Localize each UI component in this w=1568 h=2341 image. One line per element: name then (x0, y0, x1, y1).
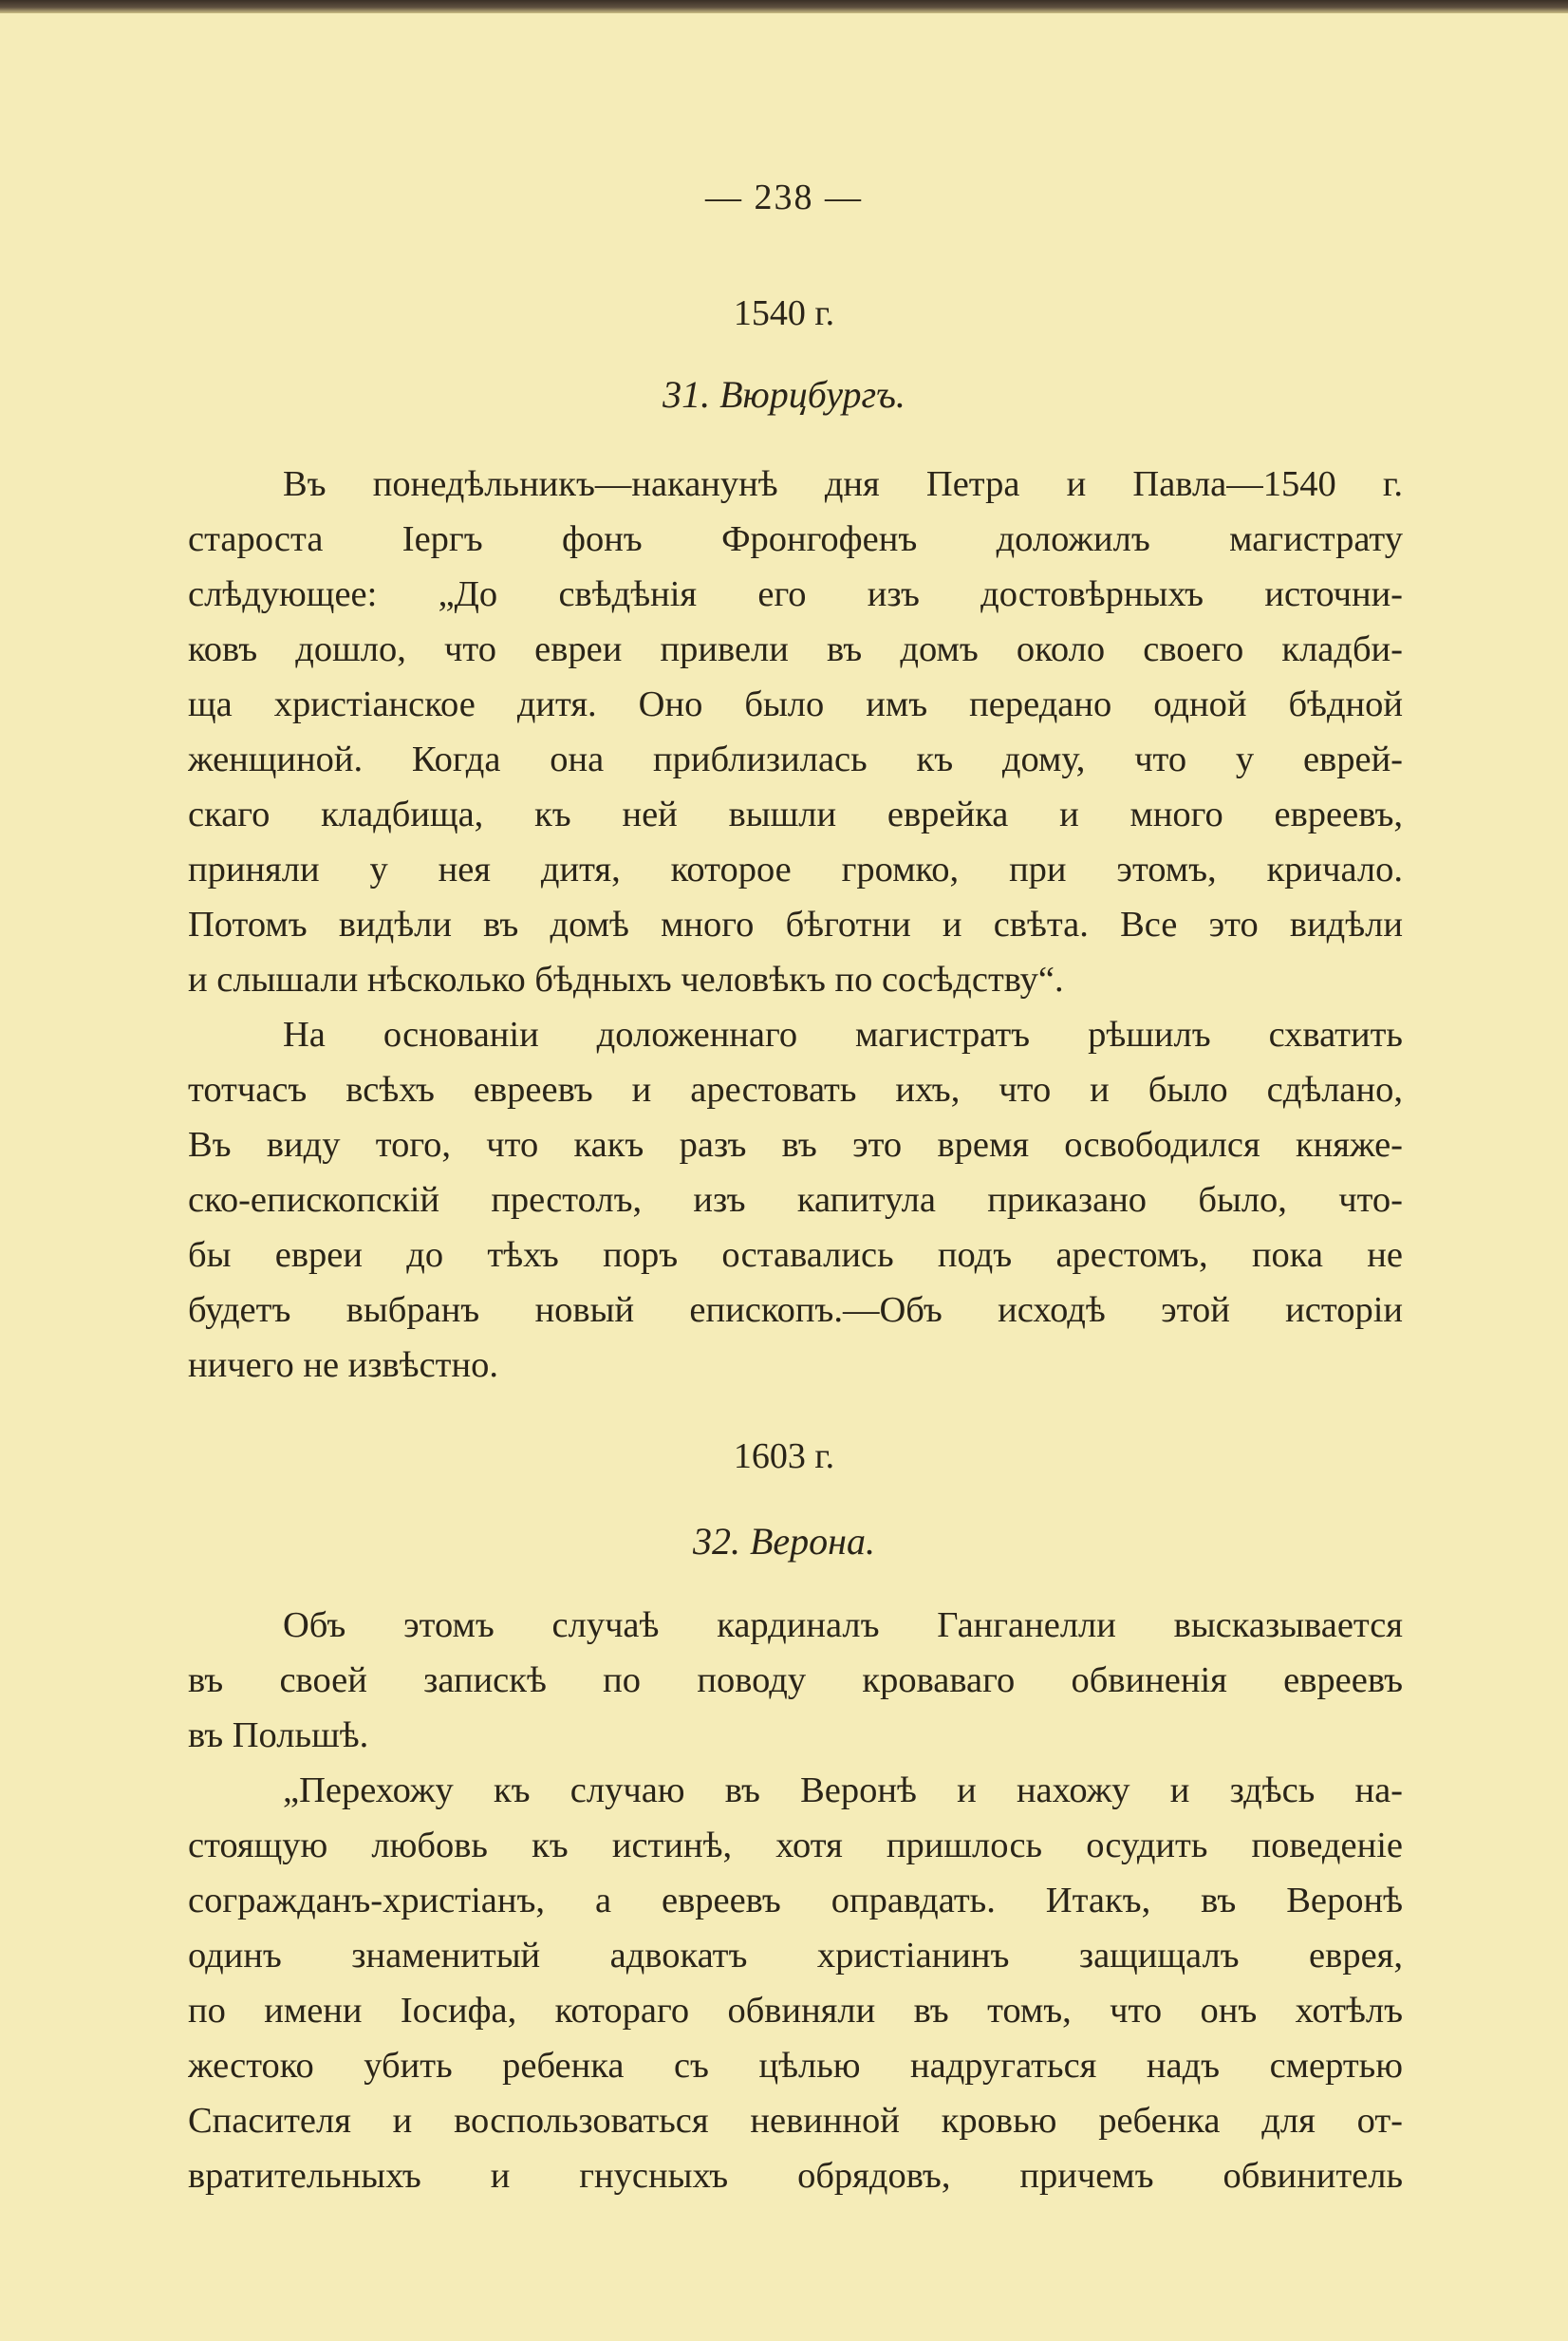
text-line: Спасителя и воспользоваться невинной кровью ребенка для от- (188, 2101, 1403, 2141)
text-line: Въ понедѣльникъ—наканунѣ дня Петра и Павла—1540 г. (283, 464, 1403, 504)
text-line: бы евреи до тѣхъ поръ оставались подъ арестомъ, пока не (188, 1235, 1403, 1275)
text-line: слѣдующее: „До свѣдѣнія его изъ достовѣрныхъ источни- (188, 574, 1403, 614)
text-line: Потомъ видѣли въ домѣ много бѣготни и свѣта. Все это видѣли (188, 905, 1403, 945)
text-line: въ своей запискѣ по поводу кроваваго обвиненія евреевъ (188, 1660, 1403, 1700)
section-year: 1540 г. (733, 293, 835, 333)
text-line: Объ этомъ случаѣ кардиналъ Ганганелли высказывается (283, 1605, 1403, 1645)
text-line: жестоко убить ребенка съ цѣлью надругаться надъ смертью (188, 2046, 1403, 2086)
text-line: ничего не извѣстно. (188, 1345, 498, 1385)
text-line: въ Польшѣ. (188, 1715, 369, 1755)
section-year: 1603 г. (733, 1436, 835, 1476)
text-line: по имени Іосифа, котораго обвиняли въ томъ, что онъ хотѣлъ (188, 1991, 1403, 2031)
text-line: тотчасъ всѣхъ евреевъ и арестовать ихъ, что и было сдѣлано, (188, 1070, 1403, 1110)
text-line: одинъ знаменитый адвокатъ христіанинъ защищалъ еврея, (188, 1936, 1403, 1976)
text-line: На основаніи доложеннаго магистратъ рѣшилъ схватить (283, 1015, 1403, 1055)
text-line: ща христіанское дитя. Оно было имъ передано одной бѣдной (188, 684, 1403, 724)
text-line: согражданъ-христіанъ, а евреевъ оправдать. Итакъ, въ Веронѣ (188, 1881, 1403, 1920)
text-line: староста Іергъ фонъ Фронгофенъ доложилъ магистрату (188, 519, 1403, 559)
section-title: 32. Верона. (692, 1520, 876, 1563)
text-line: будетъ выбранъ новый епископъ.—Объ исходѣ этой исторіи (188, 1290, 1403, 1330)
text-line: ковъ дошло, что евреи привели въ домъ около своего кладби- (188, 629, 1403, 669)
text-line: скаго кладбища, къ ней вышли еврейка и много евреевъ, (188, 795, 1403, 834)
section-title: 31. Вюрцбургъ. (663, 373, 905, 416)
text-line: Въ виду того, что какъ разъ въ это время освободился княже- (188, 1125, 1403, 1165)
page-number: — 238 — (705, 178, 863, 217)
text-line: женщиной. Когда она приблизилась къ дому, что у еврей- (188, 740, 1403, 779)
text-line: „Перехожу къ случаю въ Веронѣ и нахожу и здѣсь на- (283, 1770, 1403, 1810)
text-line: вратительныхъ и гнусныхъ обрядовъ, причемъ обвинитель (188, 2156, 1403, 2196)
text-line: приняли у нея дитя, которое громко, при этомъ, кричало. (188, 850, 1403, 890)
text-line: стоящую любовь къ истинѣ, хотя пришлось осудить поведеніе (188, 1826, 1403, 1865)
text-line: и слышали нѣсколько бѣдныхъ человѣкъ по сосѣдству“. (188, 960, 1064, 1000)
text-line: ско-епископскій престолъ, изъ капитула приказано было, что- (188, 1180, 1403, 1220)
